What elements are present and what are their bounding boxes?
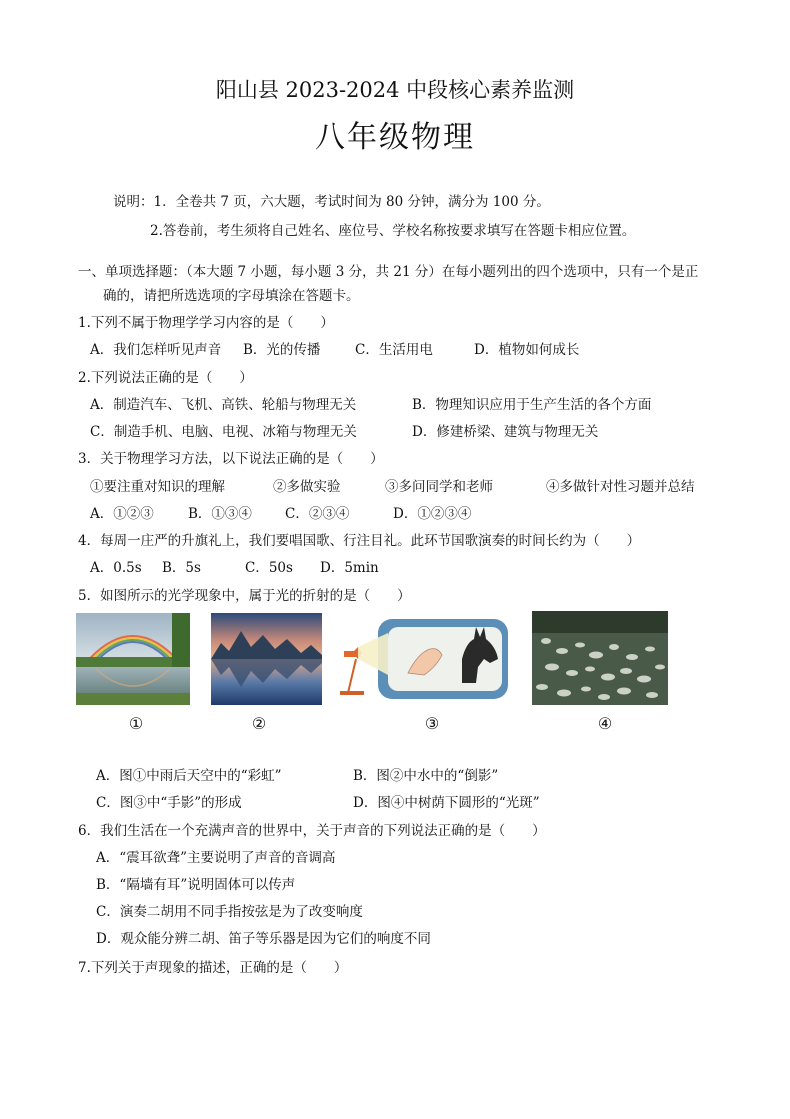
q1-option-a: A．我们怎样听见声音: [90, 342, 222, 358]
q3-option-a: A．①②③: [90, 506, 154, 522]
q6-stem: 6．我们生活在一个充满声音的世界中，关于声音的下列说法正确的是（ ）: [78, 823, 546, 839]
figure-caption-1: ①: [128, 714, 144, 733]
section1-heading-cont: 确的，请把所选选项的字母填涂在答题卡。: [103, 288, 360, 304]
note-1: 说明：1．全卷共 7 页，六大题，考试时间为 80 分钟，满分为 100 分。: [113, 194, 550, 210]
q2-option-d: D．修建桥梁、建筑与物理无关: [412, 424, 599, 440]
q2-option-a: A．制造汽车、飞机、高铁、轮船与物理无关: [90, 397, 357, 413]
q3-option-c: C．②③④: [285, 506, 350, 522]
rainbow-photo: [76, 613, 190, 705]
q3-statement-2: ②多做实验: [273, 479, 341, 495]
q4-option-d: D．5min: [320, 560, 379, 576]
figure-caption-4: ④: [597, 714, 613, 733]
q1-option-b: B．光的传播: [243, 342, 321, 358]
q5-option-d: D．图④中树荫下圆形的“光斑”: [353, 795, 540, 811]
q3-option-b: B．①③④: [188, 506, 252, 522]
q6-option-b: B．“隔墙有耳”说明固体可以传声: [96, 877, 296, 893]
q5-option-a: A．图①中雨后天空中的“彩虹”: [96, 768, 282, 784]
q1-stem: 1.下列不属于物理学学习内容的是（ ）: [78, 315, 334, 331]
hand-shadow-illustration: [338, 613, 512, 705]
q4-option-c: C．50s: [245, 560, 293, 576]
q2-option-b: B．物理知识应用于生产生活的各个方面: [412, 397, 652, 413]
figure-caption-3: ③: [424, 714, 440, 733]
q7-stem: 7.下列关于声现象的描述，正确的是（ ）: [78, 960, 348, 976]
reflection-photo: [211, 613, 322, 705]
q6-option-d: D．观众能分辨二胡、笛子等乐器是因为它们的响度不同: [96, 931, 431, 947]
q1-option-c: C．生活用电: [355, 342, 433, 358]
q5-stem: 5．如图所示的光学现象中，属于光的折射的是（ ）: [78, 588, 411, 604]
note-2: 2.答卷前，考生须将自己姓名、座位号、学校名称按要求填写在答题卡相应位置。: [150, 223, 636, 239]
q3-option-d: D．①②③④: [393, 506, 472, 522]
q2-option-c: C．制造手机、电脑、电视、冰箱与物理无关: [90, 424, 357, 440]
q5-option-b: B．图②中水中的“倒影”: [353, 768, 499, 784]
q6-option-c: C．演奏二胡用不同手指按弦是为了改变响度: [96, 904, 363, 920]
q4-option-a: A．0.5s: [90, 560, 142, 576]
figure-caption-2: ②: [251, 714, 267, 733]
q2-stem: 2.下列说法正确的是（ ）: [78, 370, 253, 386]
q3-statement-3: ③多问同学和老师: [385, 479, 493, 495]
section1-heading: 一、单项选择题：（本大题 7 小题，每小题 3 分，共 21 分）在每小题列出的四个选项中，只有一个是正: [78, 264, 699, 280]
q3-stem: 3．关于物理学习方法，以下说法正确的是（ ）: [78, 451, 384, 467]
q1-option-d: D．植物如何成长: [474, 342, 580, 358]
exam-title: 阳山县 2023-2024 中段核心素养监测: [215, 78, 575, 102]
subject-title: 八年级物理: [315, 120, 475, 155]
q3-statement-1: ①要注重对知识的理解: [90, 479, 225, 495]
q4-stem: 4．每周一庄严的升旗礼上，我们要唱国歌、行注目礼。此环节国歌演奏的时间长约为（ ）: [78, 533, 641, 549]
light-spots-photo: [532, 611, 668, 705]
q5-option-c: C．图③中“手影”的形成: [96, 795, 242, 811]
q4-option-b: B．5s: [162, 560, 201, 576]
q3-statement-4: ④多做针对性习题并总结: [546, 479, 695, 495]
q6-option-a: A．“震耳欲聋”主要说明了声音的音调高: [96, 850, 336, 866]
